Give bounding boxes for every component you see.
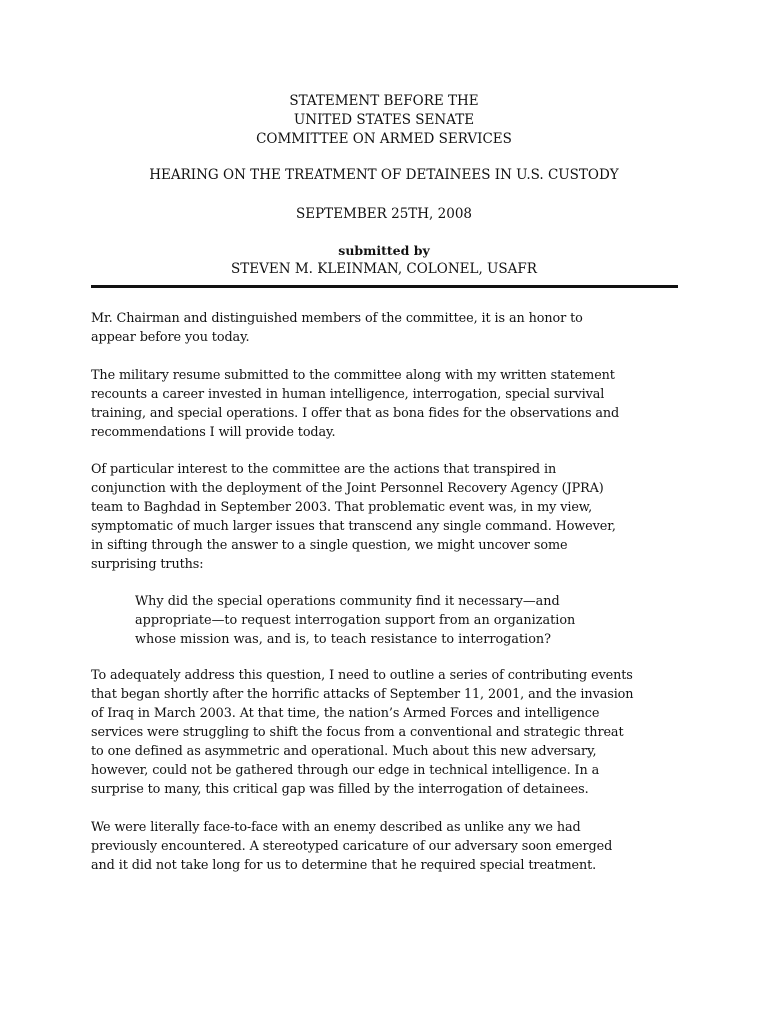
paragraph-5 [91, 818, 691, 875]
quote-line: Why did the special operations community find it necessary—and [135, 594, 560, 609]
paragraph-4 [91, 666, 691, 799]
paragraph-line: symptomatic of much larger issues that transcend any single command. However, [91, 519, 616, 534]
paragraph-line: To adequately address this question, I need to outline a series of contributing events [91, 668, 633, 683]
header-line-2: UNITED STATES SENATE [293, 112, 475, 128]
author-name: STEVEN M. KLEINMAN, COLONEL, USAFR [231, 261, 537, 277]
paragraph-line: Mr. Chairman and distinguished members of the committee, it is an honor to [91, 311, 583, 326]
paragraph-1 [91, 309, 691, 347]
paragraph-line: to one defined as asymmetric and operational. Much about this new adversary, [91, 744, 597, 759]
hearing-title: HEARING ON THE TREATMENT OF DETAINEES IN U.S. CUSTODY [149, 167, 619, 183]
quote-line: appropriate—to request interrogation support from an organization [135, 613, 576, 628]
header-divider [91, 285, 678, 288]
paragraph-line: conjunction with the deployment of the Joint Personnel Recovery Agency (JPRA) [91, 481, 604, 496]
paragraph-line: We were literally face-to-face with an enemy described as unlike any we had [91, 820, 581, 835]
paragraph-line: however, could not be gathered through our edge in technical intelligence. In a [91, 763, 600, 778]
paragraph-line: in sifting through the answer to a single question, we might uncover some [91, 538, 568, 553]
paragraph-line: that began shortly after the horrific attacks of September 11, 2001, and the invasion [91, 687, 634, 702]
header-line-1: STATEMENT BEFORE THE [289, 93, 479, 109]
paragraph-line: surprise to many, this critical gap was filled by the interrogation of detainees. [91, 782, 589, 797]
paragraph-line: appear before you today. [91, 330, 250, 345]
paragraph-line: previously encountered. A stereotyped caricature of our adversary soon emerged [91, 839, 613, 854]
submitted-by-label: submitted by [338, 243, 430, 258]
paragraph-3 [91, 460, 691, 574]
paragraph-line: and it did not take long for us to determine that he required special treatment. [91, 858, 597, 873]
paragraph-line: team to Baghdad in September 2003. That problematic event was, in my view, [91, 500, 593, 515]
paragraph-line: training, and special operations. I offer that as bona fides for the observations and [91, 406, 620, 421]
paragraph-line: recommendations I will provide today. [91, 425, 336, 440]
header-line-3: COMMITTEE ON ARMED SERVICES [256, 131, 512, 147]
paragraph-line: services were struggling to shift the focus from a conventional and strategic threat [91, 725, 624, 740]
paragraph-line: The military resume submitted to the committee along with my written statement [91, 368, 615, 383]
paragraph-line: Of particular interest to the committee are the actions that transpired in [91, 462, 557, 477]
statement-header [0, 92, 768, 149]
hearing-date: SEPTEMBER 25TH, 2008 [296, 206, 472, 222]
block-quote [135, 592, 655, 649]
paragraph-2 [91, 366, 691, 442]
paragraph-line: surprising truths: [91, 557, 204, 572]
quote-line: whose mission was, and is, to teach resistance to interrogation? [135, 632, 552, 647]
paragraph-line: recounts a career invested in human intelligence, interrogation, special survival [91, 387, 605, 402]
paragraph-line: of Iraq in March 2003. At that time, the nation’s Armed Forces and intelligence [91, 706, 600, 721]
